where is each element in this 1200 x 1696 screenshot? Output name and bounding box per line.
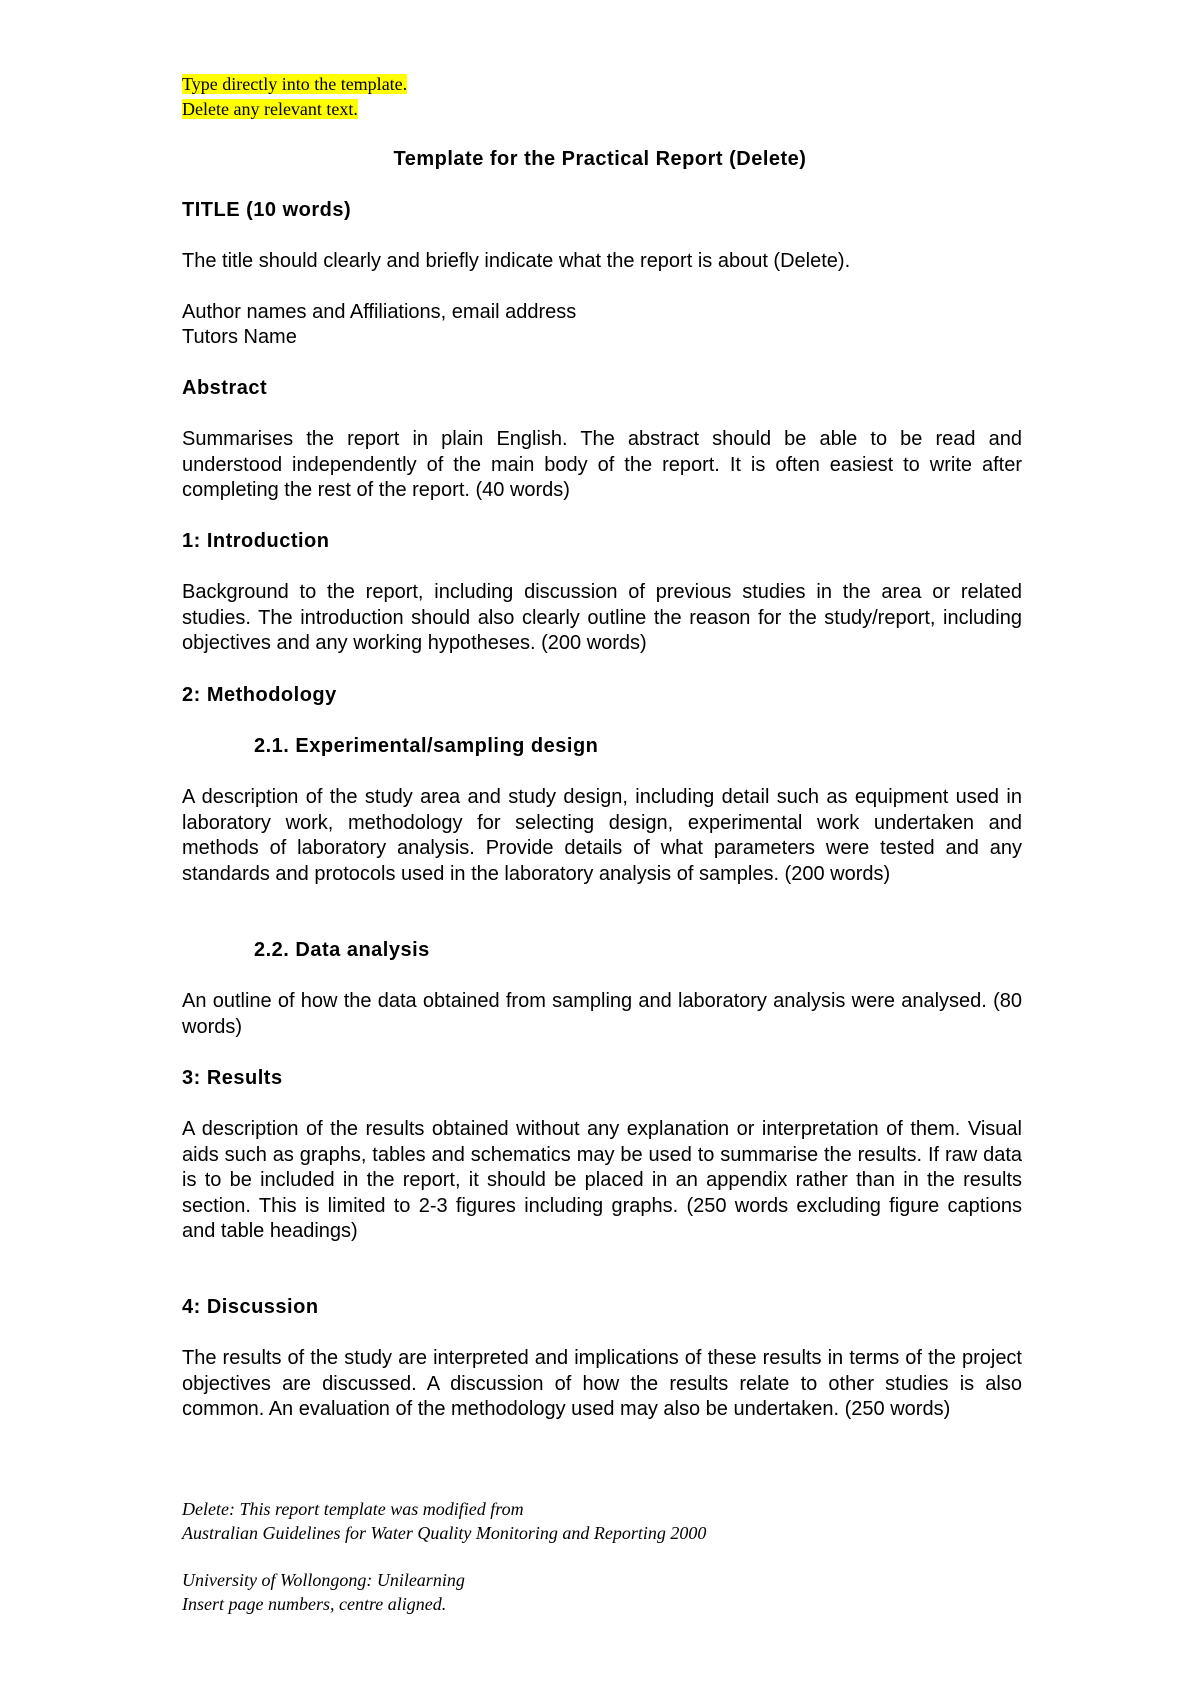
author-line: Author names and Affiliations, email address: [182, 301, 577, 323]
results-heading: 3: Results: [182, 1067, 283, 1089]
data-analysis-heading: 2.2. Data analysis: [254, 939, 430, 961]
methodology-heading: 2: Methodology: [182, 684, 337, 706]
experimental-design-heading: 2.1. Experimental/sampling design: [254, 735, 599, 757]
introduction-text: Background to the report, including discussion of previous studies in the area or related studies. The introduction should also clearly outline the reason for the study/report, including objectives and any working hypotheses. (200 words): [182, 581, 1022, 654]
source-note-line-2: Australian Guidelines for Water Quality Monitoring and Reporting 2000: [182, 1523, 707, 1543]
attribution-line-2: Insert page numbers, centre aligned.: [182, 1594, 447, 1614]
tutor-line: Tutors Name: [182, 326, 297, 348]
title-heading: TITLE (10 words): [182, 199, 352, 221]
experimental-design-text: A description of the study area and study design, including detail such as equipment used in laboratory work, methodology for selecting design, experimental work undertaken and methods of laboratory analysis. Provide details of what parameters were tested and any standards and protocols used in the laboratory analysis of samples. (200 words): [182, 786, 1022, 885]
instruction-line-1: Type directly into the template.: [182, 74, 408, 94]
source-note: [182, 1497, 706, 1545]
attribution-note: [182, 1568, 465, 1616]
abstract-heading: Abstract: [182, 377, 268, 399]
discussion-text: The results of the study are interpreted and implications of these results in terms of the project objectives are discussed. A discussion of how the results relate to other studies is also common. An evaluation of the methodology used may also be undertaken. (250 words): [182, 1347, 1022, 1420]
title-description: The title should clearly and briefly indicate what the report is about (Delete).: [182, 250, 851, 272]
data-analysis-text: An outline of how the data obtained from sampling and laboratory analysis were analysed. (80 words): [182, 990, 1022, 1038]
introduction-heading: 1: Introduction: [182, 530, 330, 552]
results-text: A description of the results obtained without any explanation or interpretation of them. Visual aids such as graphs, tables and schematics may be used to summarise the results. If raw data is to be included in the report, it should be placed in an appendix rather than in the results section. This is limited to 2-3 figures including graphs. (250 words excluding figure captions and table headings): [182, 1118, 1022, 1242]
abstract-text: Summarises the report in plain English. The abstract should be able to be read and understood independently of the main body of the report. It is often easiest to write after completing the rest of the report. (40 words): [182, 428, 1022, 501]
instruction-line-2: Delete any relevant text.: [182, 99, 358, 119]
template-instructions: [182, 72, 407, 122]
source-note-line-1: Delete: This report template was modified from: [182, 1499, 524, 1519]
attribution-line-1: University of Wollongong: Unilearning: [182, 1570, 465, 1590]
discussion-heading: 4: Discussion: [182, 1296, 319, 1318]
document-title: Template for the Practical Report (Delete): [393, 148, 807, 170]
